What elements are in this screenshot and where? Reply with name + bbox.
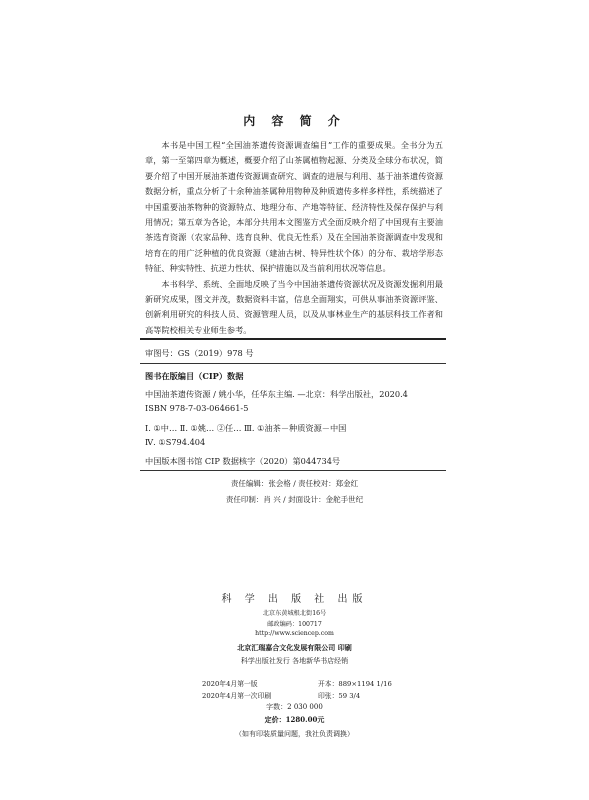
edition-info: 2020年4月第一版	[202, 680, 258, 688]
section-divider	[140, 363, 446, 364]
map-review-number: 审图号：GS（2019）978 号	[145, 348, 254, 358]
publisher-website: http://www.sciencep.com	[255, 630, 334, 637]
sheets-info: 印张：59 3/4	[318, 692, 361, 700]
cip-isbn: ISBN 978-7-03-064661-5	[145, 403, 249, 413]
summary-paragraph-1: 本书是中国工程“全国油茶遗传资源调查编目”工作的重要成果。全书分为五章，第一至第四章为概述，概要介绍了山茶属植物起源、分类及全球分布状况，简要介绍了中国开展油茶遗传资源调查研究、调查的进展与利用、基于油茶遗传资源数据分析，重点分析了十余种油茶属种用物种及种质遗传多样多样性，系统描述了中国重要油茶物种的资源特点、地理分布、产地等特征、经济特性及保存保护与利用情况；第五章为各论，本部分共用本文图鉴方式全面反映介绍了中国现有主要油茶选育资源（农家品种、选育良种、优良无性系）及在全国油茶资源调查中发现和培育在的用广泛种植的优良资源（建油古树、特异性状个体）的分布、栽培学形态特征、种实特性、抗逆力性状、保护措施以及当前利用状况等信息。	[145, 140, 443, 274]
distribution-info: 科学出版社发行 各地新华书店经销	[240, 657, 349, 665]
printer-name: 北京汇瑞嘉合文化发展有限公司 印刷	[237, 643, 352, 652]
publisher-name: 科 学 出 版 社 出版	[221, 594, 368, 605]
cip-title-line: 中国油茶遗传资源 / 姚小华，任华东主编. —北京：科学出版社，2020.4	[145, 389, 408, 399]
section-divider	[140, 338, 446, 340]
cip-record-number: 中国版本图书馆 CIP 数据核字（2020）第044734号	[145, 456, 341, 466]
cip-heading: 图书在版编目（CIP）数据	[145, 371, 244, 381]
summary-paragraph-2: 本书科学、系统、全面地反映了当今中国油茶遗传资源状况及资源发掘利用最新研究成果，图文并茂，数据资料丰富，信息全面翔实，可供从事油茶资源评鉴、创新利用研究的科技人员、资源管理人员，以及从事林业生产的基层科技工作者和高等院校相关专业师生参考。	[145, 278, 443, 335]
content-summary	[145, 138, 443, 338]
publisher-address: 北京东黄城根北街16号	[262, 610, 327, 617]
printing-info: 2020年4月第一次印刷	[202, 692, 272, 700]
format-info: 开本：889×1194 1/16	[318, 680, 392, 688]
cip-classification: Ⅰ. ①中… Ⅱ. ①姚… ②任… Ⅲ. ①油茶－种质资源－中国	[145, 423, 347, 433]
price: 定价：1280.00元	[264, 715, 325, 724]
editor-credits: 责任编辑：张会格 / 责任校对：郑金红	[230, 479, 359, 488]
cip-classification-2: Ⅳ. ①S794.404	[145, 437, 206, 447]
publisher-postcode: 邮政编码：100717	[267, 621, 322, 628]
content-summary-title: 内 容 简 介	[243, 114, 346, 128]
word-count: 字数：2 030 000	[266, 703, 323, 711]
production-credits: 责任印制：肖 兴 / 封面设计：金舵手世纪	[225, 495, 364, 504]
section-divider	[140, 470, 446, 471]
quality-notice: （如有印装质量问题，我社负责调换）	[235, 730, 354, 738]
